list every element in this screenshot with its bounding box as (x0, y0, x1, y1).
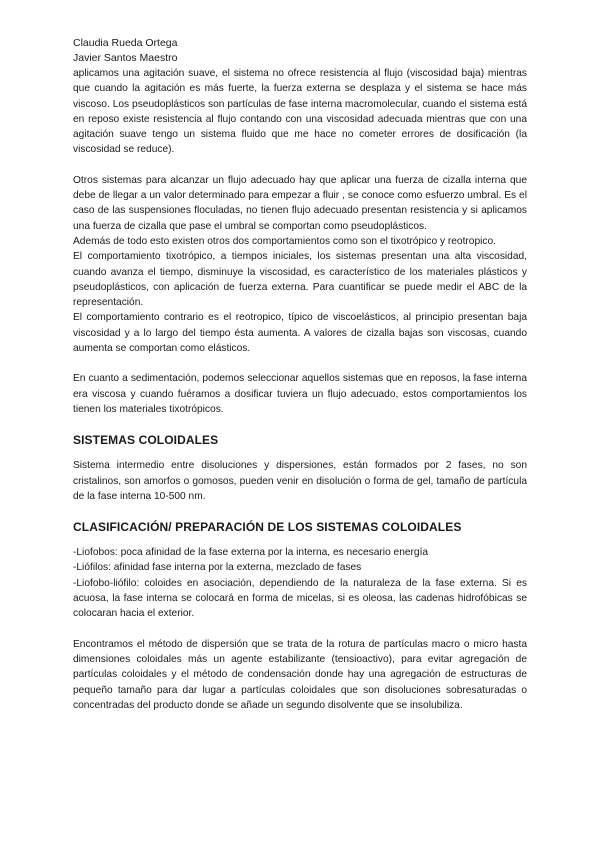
body-paragraph: En cuanto a sedimentación, podemos seleccionar aquellos sistemas que en reposos, la fase interna era viscosa y cuando fuéramos a dosificar tuviera un flujo adecuado, estos comportamientos los tienen los materiales tixotrópicos. (73, 373, 527, 415)
body-paragraph: Además de todo esto existen otros dos comportamientos como son el tixotrópico y reotropico. (73, 235, 496, 247)
paragraph-gap (73, 356, 527, 371)
body-paragraph: Sistema intermedio entre disoluciones y dispersiones, están formados por 2 fases, no son cristalinos, son amorfos o gomosos, pueden venir en disolución o forma de gel, tamaño de partícula de la fase interna 10-500 nm. (73, 460, 527, 502)
paragraph-gap (73, 504, 527, 519)
paragraph-gap (73, 417, 527, 432)
body-paragraph: El comportamiento contrario es el reotropico, típico de viscoelásticos, al principio presentan baja viscosidad y a lo largo del tiempo ésta aumenta. A valores de cizalla bajas son viscosas, cuando aumenta se comportan como elásticos. (73, 312, 527, 355)
body-paragraph: El comportamiento tixotrópico, a tiempos iniciales, los sistemas presentan una alta viscosidad, cuando avanza el tiempo, disminuye la viscosidad, es característico de los materiales plásticos y pseudoplásticos, con aplicación de fuerza externa. Para cuantificar se puede medir el ABC de la representación. (73, 251, 527, 309)
author-name: Claudia Rueda Ortega (73, 37, 178, 49)
list-item: -Liofobo-liófilo: coloides en asociación, dependiendo de la naturaleza de la fase externa. Si es acuosa, la fase interna se colocará en forma de micelas, si es oleosa, las cadenas hidrofóbicas se colocaran hacia el exterior. (73, 577, 527, 620)
list-item: -Liofobos: poca afinidad de la fase externa por la interna, es necesario energía (73, 547, 429, 559)
body-paragraph: aplicamos una agitación suave, el sistema no ofrece resistencia al flujo (viscosidad baja) mientras que cuando la agitación es más fuerte, la fuerza externa se desplaza y el sistema se hace más viscoso. Los pseudoplásticos son partículas de fase interna macromolecular, cuando el sistema está en reposo existe resistencia al flujo contando con una viscosidad adecuada mientras que con una agitación suave tengo un sistema fluido que me hace no cometer errores de dosificación (la viscosidad se reduce). (73, 68, 527, 156)
heading-gap (73, 535, 527, 545)
section-heading: CLASIFICACIÓN/ PREPARACIÓN DE LOS SISTEMAS COLOIDALES (73, 520, 462, 535)
author-name: Javier Santos Maestro (73, 52, 178, 64)
section-heading: SISTEMAS COLOIDALES (73, 433, 219, 448)
list-item: -Liófilos: afinidad fase interna por la externa, mezclado de fases (73, 562, 362, 574)
body-paragraph: Encontramos el método de dispersión que se trata de la rotura de partículas macro o micro hasta dimensiones coloidales más un agente estabilizante (tensioactivo), para evitar agregación de partículas coloidales y el método de condensación donde hay una agregación de estructuras de pequeño tamaño para dar lugar a partículas coloidales que son disoluciones sobresaturadas o concentradas del producto donde se añade un segundo disolvente que se insolubiliza. (73, 638, 527, 711)
body-paragraph: Otros sistemas para alcanzar un flujo adecuado hay que aplicar una fuerza de cizalla interna que debe de llegar a un valor determinado para empezar a fluir , se conoce como esfuerzo umbral. Es el caso de las suspensiones floculadas, no tienen flujo adecuado presentan resistencia y si aplicamos una fuerza de cizalla que pase el umbral se comportan como pseudoplásticos. (73, 174, 527, 232)
heading-gap (73, 448, 527, 458)
paragraph-gap (73, 622, 527, 637)
paragraph-gap (73, 158, 527, 173)
